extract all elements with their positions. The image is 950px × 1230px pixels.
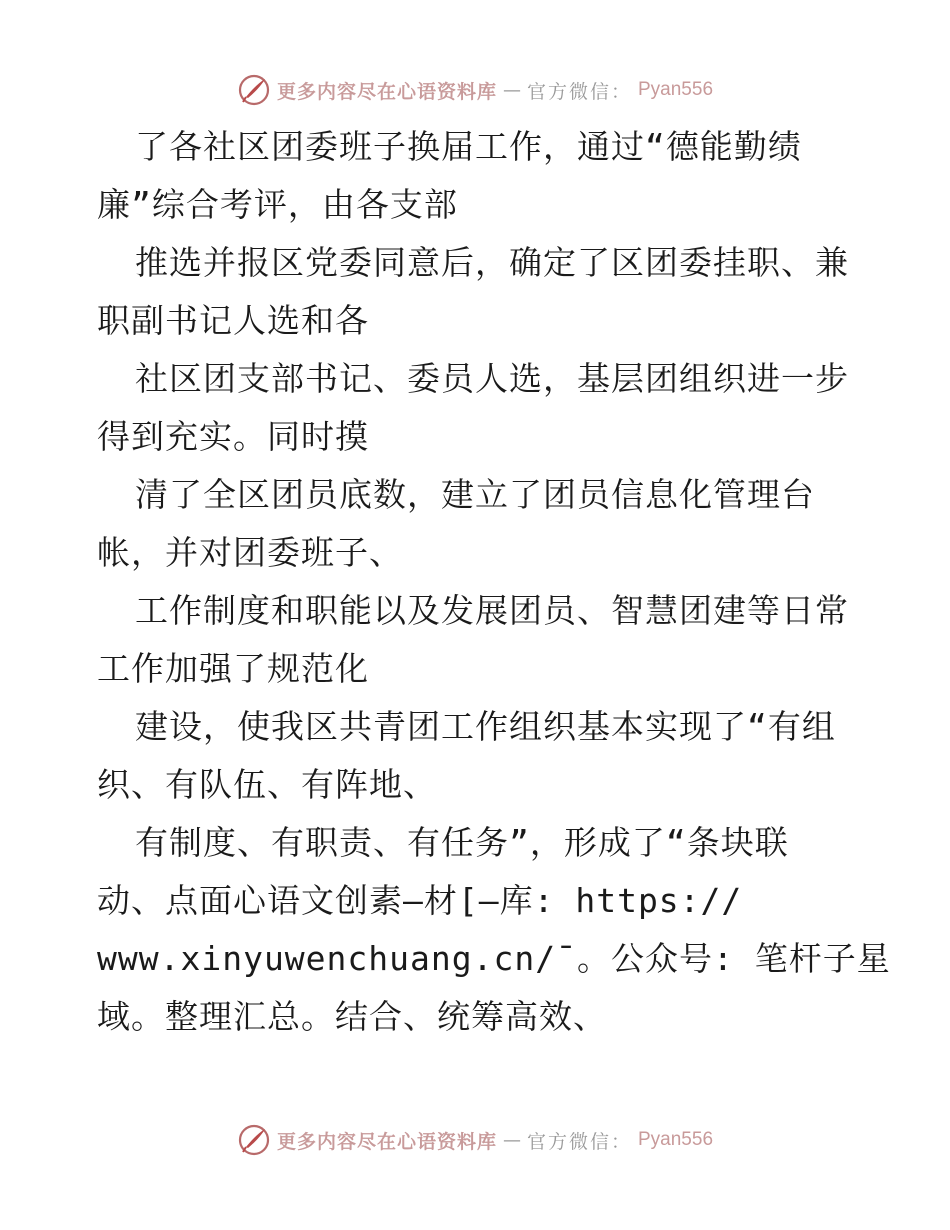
watermark-text: 更多内容尽在心语资料库 — [276, 1130, 497, 1153]
paragraph-line: 建设，使我区共青团工作组织基本实现了“有组 — [135, 707, 836, 746]
watermark-label: 官方微信： — [526, 1130, 632, 1153]
paragraph-line: www.xinyuwenchuang.cn/¯。公众号: 笔杆子星 — [97, 939, 891, 978]
quill-pen-logo-icon — [237, 73, 271, 107]
paragraph-line: 有制度、有职责、有任务”，形成了“条块联 — [135, 823, 789, 862]
paragraph-line: 社区团支部书记、委员人选，基层团组织进一步 — [135, 359, 849, 398]
paragraph-line: 推选并报区党委同意后，确定了区团委挂职、兼 — [135, 243, 849, 282]
paragraph-line: 工作加强了规范化 — [97, 649, 369, 688]
paragraph-line: 织、有队伍、有阵地、 — [97, 765, 437, 804]
paragraph-line: 帐，并对团委班子、 — [97, 533, 403, 572]
paragraph-line: 动、点面心语文创素—材[—库: https:// — [97, 881, 743, 920]
watermark-separator: — — [502, 1129, 521, 1151]
watermark-id: Pyan556 — [638, 79, 714, 100]
paragraph-line: 了各社区团委班子换届工作，通过“德能勤绩 — [135, 127, 802, 166]
quill-pen-logo-icon — [237, 1123, 271, 1157]
paragraph-line: 工作制度和职能以及发展团员、智慧团建等日常 — [135, 591, 849, 630]
document-body — [97, 118, 897, 1046]
paragraph-line: 职副书记人选和各 — [97, 301, 369, 340]
watermark-id: Pyan556 — [638, 1129, 714, 1150]
paragraph-line: 清了全区团员底数，建立了团员信息化管理台 — [135, 475, 815, 514]
paragraph-line: 廉”综合考评，由各支部 — [97, 185, 458, 224]
watermark-label: 官方微信： — [526, 80, 632, 103]
paragraph-line: 域。整理汇总。结合、统筹高效、 — [97, 997, 607, 1036]
watermark-separator: — — [502, 79, 521, 101]
watermark-text: 更多内容尽在心语资料库 — [276, 80, 497, 103]
footer-watermark — [0, 1120, 950, 1160]
paragraph-line: 得到充实。同时摸 — [97, 417, 369, 456]
header-watermark — [0, 70, 950, 110]
